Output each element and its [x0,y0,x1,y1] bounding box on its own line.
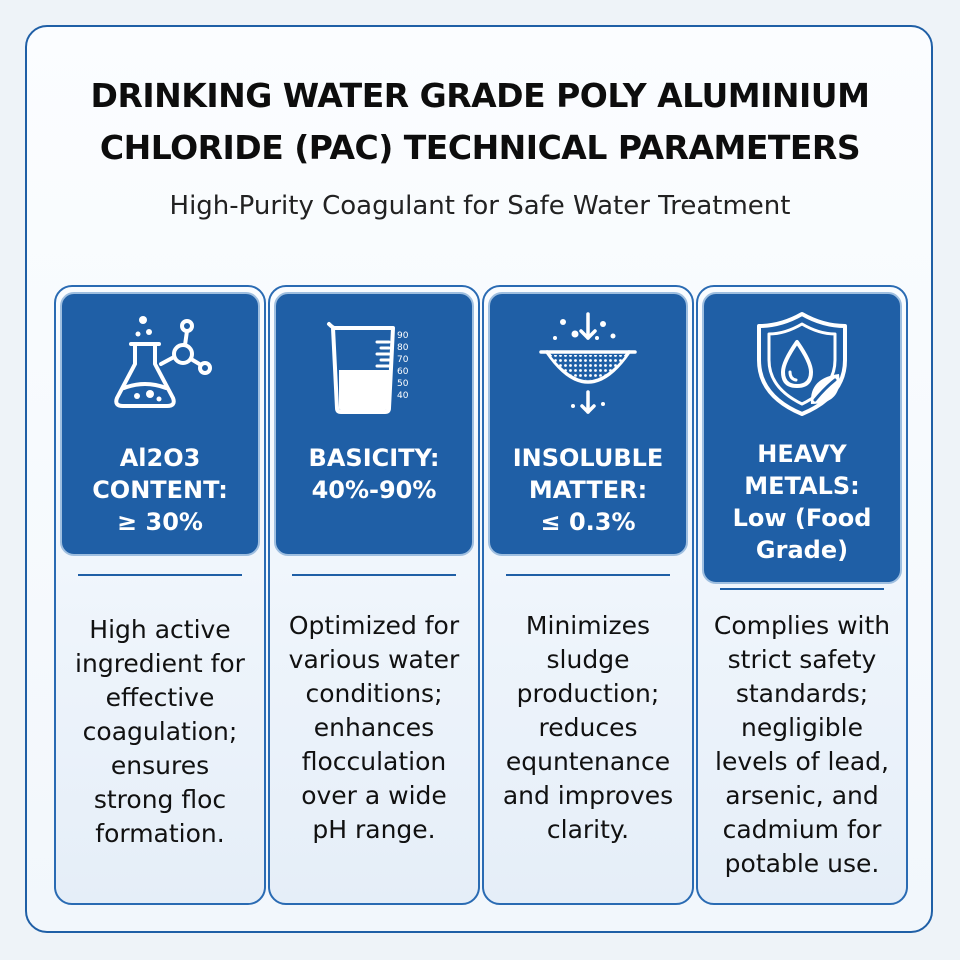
parameter-column-basicity [268,285,480,905]
parameter-description-al2o3 [62,613,258,851]
parameter-heading-insoluble-matter [496,442,680,538]
description-line: ensures [110,751,210,780]
divider-line [78,574,242,576]
beaker-scale-label: 40 [397,391,409,401]
divider-line [720,588,884,590]
beaker-scale-label: 90 [397,331,409,341]
parameter-card-heavy-metals [702,292,902,584]
parameter-heading-al2o3 [68,442,252,538]
description-line: standards; [735,679,869,708]
shield-drop-leaf-icon [747,308,857,418]
description-line: potable use. [724,849,880,878]
parameter-heading-basicity [282,442,466,506]
heading-line: ≤ 0.3% [540,508,636,536]
heading-line: HEAVY [757,440,847,468]
heading-line: CONTENT: [92,476,228,504]
heading-line: INSOLUBLE [512,444,664,472]
heading-line: ≥ 30% [117,508,203,536]
parameter-heading-heavy-metals [710,438,894,566]
description-line: various water [288,645,460,674]
heading-line: Grade) [755,536,849,564]
description-line: Complies with [713,611,891,640]
description-line: reduces [538,713,638,742]
description-line: formation. [95,819,225,848]
description-line: and improves [502,781,674,810]
parameter-card-basicity [274,292,474,556]
description-line: levels of lead, [715,747,889,776]
beaker-scale-label: 70 [397,355,409,365]
description-line: ingredient for [75,649,245,678]
description-line: flocculation [301,747,447,776]
description-line: clarity. [546,815,630,844]
description-line: enhances [313,713,435,742]
parameter-description-basicity [276,609,472,847]
description-line: coagulation; [82,717,238,746]
heading-line: METALS: [744,472,860,500]
parameter-card-al2o3 [60,292,260,556]
beaker-icon [319,308,429,418]
flask-molecule-icon [105,308,215,418]
parameter-description-heavy-metals [704,609,900,881]
description-line: arsenic, and [725,781,879,810]
beaker-scale-label: 60 [397,367,409,377]
parameter-column-al2o3 [54,285,266,905]
description-line: pH range. [312,815,436,844]
description-line: over a wide [301,781,447,810]
description-line: equntenance [505,747,671,776]
page-title [40,70,920,174]
description-line: negligible [741,713,863,742]
page-subtitle: High-Purity Coagulant for Safe Water Treatment [169,191,791,221]
description-line: Minimizes [525,611,651,640]
beaker-scale-label: 50 [397,379,409,389]
heading-line: Al2O3 [119,444,201,472]
description-line: conditions; [305,679,443,708]
filter-sieve-icon [533,308,643,418]
parameter-column-insoluble-matter [482,285,694,905]
heading-line: BASICITY: [308,444,440,472]
description-line: sludge [546,645,630,674]
description-line: effective [105,683,215,712]
title-line-2: CHLORIDE (PAC) TECHNICAL PARAMETERS [99,128,861,167]
description-line: production; [516,679,660,708]
divider-line [292,574,456,576]
heading-line: MATTER: [528,476,648,504]
title-line-1: DRINKING WATER GRADE POLY ALUMINIUM [90,76,870,115]
heading-line: 40%-90% [311,476,437,504]
description-line: strict safety [727,645,877,674]
heading-line: Low (Food [732,504,872,532]
description-line: Optimized for [288,611,460,640]
parameter-card-insoluble-matter [488,292,688,556]
description-line: strong floc [93,785,227,814]
beaker-scale-label: 80 [397,343,409,353]
parameter-description-insoluble-matter [490,609,686,847]
divider-line [506,574,670,576]
parameter-column-heavy-metals [696,285,908,905]
description-line: High active [89,615,231,644]
description-line: cadmium for [722,815,882,844]
